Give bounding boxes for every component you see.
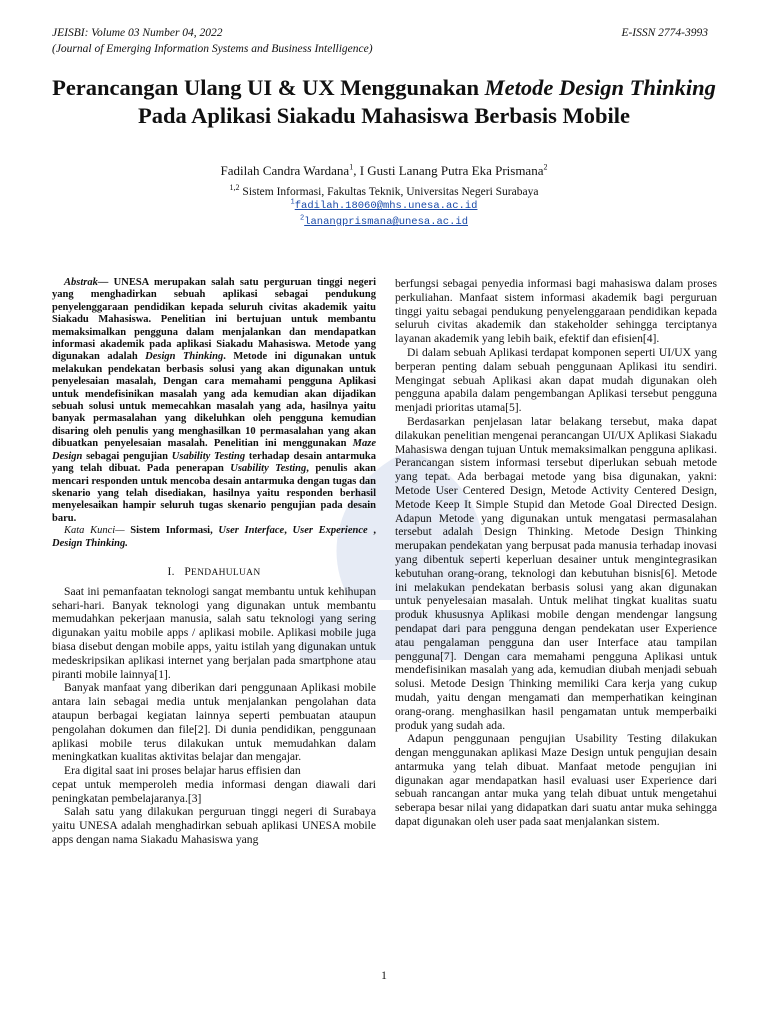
abstract [52,277,376,525]
abstract-text-e: , penulis akan mencari responden untuk mencoba desain antarmuka dengan tugas dan skenario yang telah disediakan, hasilnya yaitu responden berhasil menyelesaikan hampir seluruh tugas skenario pengujian pada desain baru. [52,463,377,524]
keywords-italic-a: User Interface [218,525,285,537]
paragraph: Saat ini pemanfaatan teknologi sangat membantu untuk kehihupan sehari-hari. Banyak teknologi yang digunakan untuk membantu memudahkan pekerjaan manusia, salah satu teknologi yang sering digunakan yaitu mobile apps / aplikasi mobile. Aplikasi mobile juga biasa disebut dengan mobile apps, yaitu istilah yang digunakan untuk medeskripsikan aplikasi internet yang berjalan pada smartphone atau piranti mobile lainnya[1]. [52,584,376,681]
affiliation-text: Sistem Informasi, Fakultas Teknik, Universitas Negeri Surabaya [239,186,539,198]
title-italic: Metode Design Thinking [484,75,716,100]
section-number: I. [167,565,175,578]
email-1-sup: 1 [290,198,295,207]
email-1-address[interactable]: fadilah.18060@mhs.unesa.ac.id [294,200,478,212]
abstract-italic-a: Design Thinking [145,351,224,363]
title-part2: Pada Aplikasi Siakadu Mahasiswa Berbasis Mobile [138,103,630,128]
email-2-sup: 2 [299,214,305,223]
paragraph: cepat untuk memperoleh media informasi dengan diawali dari peningkatan pembelajaranya.[3] [52,777,376,805]
journal-volume-line: JEISBI: Volume 03 Number 04, 2022 [52,27,223,39]
keywords-text-b: , [284,525,293,537]
section-first-letter: P [184,565,192,578]
authors-line [0,162,768,180]
abstract-italic-d: Usability Testing [230,463,307,475]
author-2: I Gusti Lanang Putra Eka Prismana [359,163,544,178]
author-2-sup: 2 [543,162,548,172]
keywords-text-c: , [367,525,377,537]
email-2-address[interactable]: lanangprismana@unesa.ac.id [304,216,469,228]
abstract-text-a: UNESA merupakan salah satu perguruan tinggi negeri yang menghadirkan sebuah aplikasi sebagai pendukung penyelenggaraan pendidikan kepada seluruh civitas akademik yaitu Siakadu Mahasiswa. Penelitian ini bertujuan untuk membantu memaksimalkan pengguna dalam menjalankan dan mendapatkan informasi akademik pada aplikasi Siakadu Mahasiswa. Metode yang digunakan adalah [52,277,376,363]
paragraph: Banyak manfaat yang diberikan dari penggunaan Aplikasi mobile antara lain sebagai media untuk menjalankan pengolahan data ataupun berbagai kegiatan lainnya seperti pembuatan ataupun pengolahan dokumen dan file[2]. Di dunia pendidikan, penggunaan aplikasi mobile terus dilakukan untuk memudahkan dalam meningkatkan kualitas aktivitas belajar dan mengajar. [52,681,376,764]
keywords-text-a: Sistem Informasi, [124,525,219,537]
abstract-text-c: sebagai pengujian [82,450,172,462]
page-number: 1 [381,970,387,982]
author-1-sup: 1 [349,162,354,172]
issn-label: E-ISSN 2774-3993 [621,27,708,39]
paragraph: Adapun penggunaan pengujian Usability Testing dilakukan dengan menggunakan aplikasi Maze Design untuk pengujian desain antarmuka yang telah dibuat. Manfaat metode pengujian ini digunakan agar mendapatkan hasil evaluasi user Experience dari sebuah rancangan antar muka yang telah dibuat untuk mengetahui seberapa besar nilai yang didapatkan dari suatu antar muka sehingga dapat digunakan oleh user pada saat menjalankan sistem. [395,732,717,829]
title-part1: Perancangan Ulang UI & UX Menggunakan [52,75,485,100]
author-separator: , [353,163,360,178]
keywords-label: Kata Kunci— [64,525,125,537]
paper-title [40,74,728,130]
section-rest: ENDAHULUAN [191,567,261,578]
abstract-text-b: . Metode ini digunakan untuk melakukan pendekatan berbasis solusi yang akan digunakan untuk penyelesaian masalah, Dengan cara memahami pengguna Aplikasi untuk mendefisinikan masalah yang ada kemudian akan dijadikan sebuah solusi untuk memecahkan masalah yang ada, hasilnya yaitu banyak permasalahan yang dikeluhkan oleh pengguna kemudian disaring oleh penulis yang menghasilkan 10 permasalahan yang akan dibuatkan penyelesaian masalah. Penelitian ini menggunakan [52,351,377,450]
paragraph: Di dalam sebuah Aplikasi terdapat komponen seperti UI/UX yang berperan penting dalam sebuah penggunaan Aplikasi itu sendiri. Mengingat sebuah Aplikasi akan dapat mudah digunakan oleh pengguna apabila dalam pengembangan Aplikasi tersebut pengguna menjadi prioritas utama[5]. [395,345,717,415]
abstract-label: Abstrak— [64,277,109,288]
section-heading-introduction [52,566,376,581]
paragraph: Berdasarkan penjelasan latar belakang tersebut, maka dapat dilakukan penelitian mengenai perancangan UI/UX Aplikasi Siakadu Mahasiswa dengan tujuan Untuk memaksimalkan pengguna aplikasi. Perancangan sistem informasi tersebut diperlukan sebuah metode yang tepat. Ada berbagai metode yang bisa digunakan, yakni: Metode User Centered Design, Metode Activity Centered Design, Metode Keep It Simple Stupid dan Metode Goal Directed Design. Adapun Metode yang digunakan untuk mengatasi permasalahan tersebut adalah Design Thinking. Metode Design Thinking merupakan pendekatan yang berpusat pada manusia terhadap inovasi yang dibentuk seperti keperluan desainer untuk mengintegrasikan kebutuhan orang-orang, teknologi dan kebutuhan bisnis[6]. Metode ini melakukan pendekatan berbasis solusi yang akan digunakan untuk penyelesaian masalah. Untuk melihat tingkat kualitas suatu produk khususnya Aplikasi mobile dengan mendengar langsung pendapat dari para pengguna dengan pendekatan user Experience atau pengalaman pengguna dan user Interface atau tampilan pengguna[7]. Dengan cara memahami pengguna Aplikasi untuk mendefisinikan masalah yang ada, kemudian diubah menjadi sebuah solusi. Metode Design Thinking memiliki Cara kerja yang cukup mudah, yaitu dengan mengamati dan memperhatikan keinginan orang-orang. menghasilkan hasil pengamatan untuk memperbaiki produk yang sudah ada. [395,414,717,732]
affiliation [0,185,768,200]
paragraph: Era digital saat ini proses belajar harus effisien dan [64,764,301,778]
journal-header [52,25,373,57]
paragraph: Salah satu yang dilakukan perguruan tinggi negeri di Surabaya yaitu UNESA adalah menghadirkan sebuah aplikasi UNESA mobile apps dengan nama Siakadu Mahasiswa yang [52,805,376,847]
left-column [52,277,376,847]
keywords [52,525,376,550]
email-2[interactable] [0,215,768,229]
author-1: Fadilah Candra Wardana [220,163,350,178]
right-column [395,277,717,829]
journal-full-name: (Journal of Emerging Information Systems and Business Intelligence) [52,43,373,55]
affiliation-sup: 1,2 [229,183,240,193]
abstract-italic-b: Maze Design [52,438,376,462]
email-1[interactable] [0,199,768,213]
paragraph: berfungsi sebagai penyedia informasi bagi mahasiswa dalam proses perkuliahan. Manfaat sistem informasi akademik bagi perguruan tinggi yaitu sebagai pendukung penyelenggaraan pendidikan kepada seluruh civitas akademik dan stakeholder sehingga terciptanya layanan akademik yang lebih baik, efektif dan efisien[4]. [395,277,717,346]
abstract-text-d: terhadap desain antarmuka yang telah dibuat. Pada penerapan [52,450,377,475]
keywords-italic-c: Design Thinking. [52,537,128,549]
abstract-italic-c: Usability Testing [171,450,246,462]
keywords-italic-b: User Experience [292,525,368,537]
